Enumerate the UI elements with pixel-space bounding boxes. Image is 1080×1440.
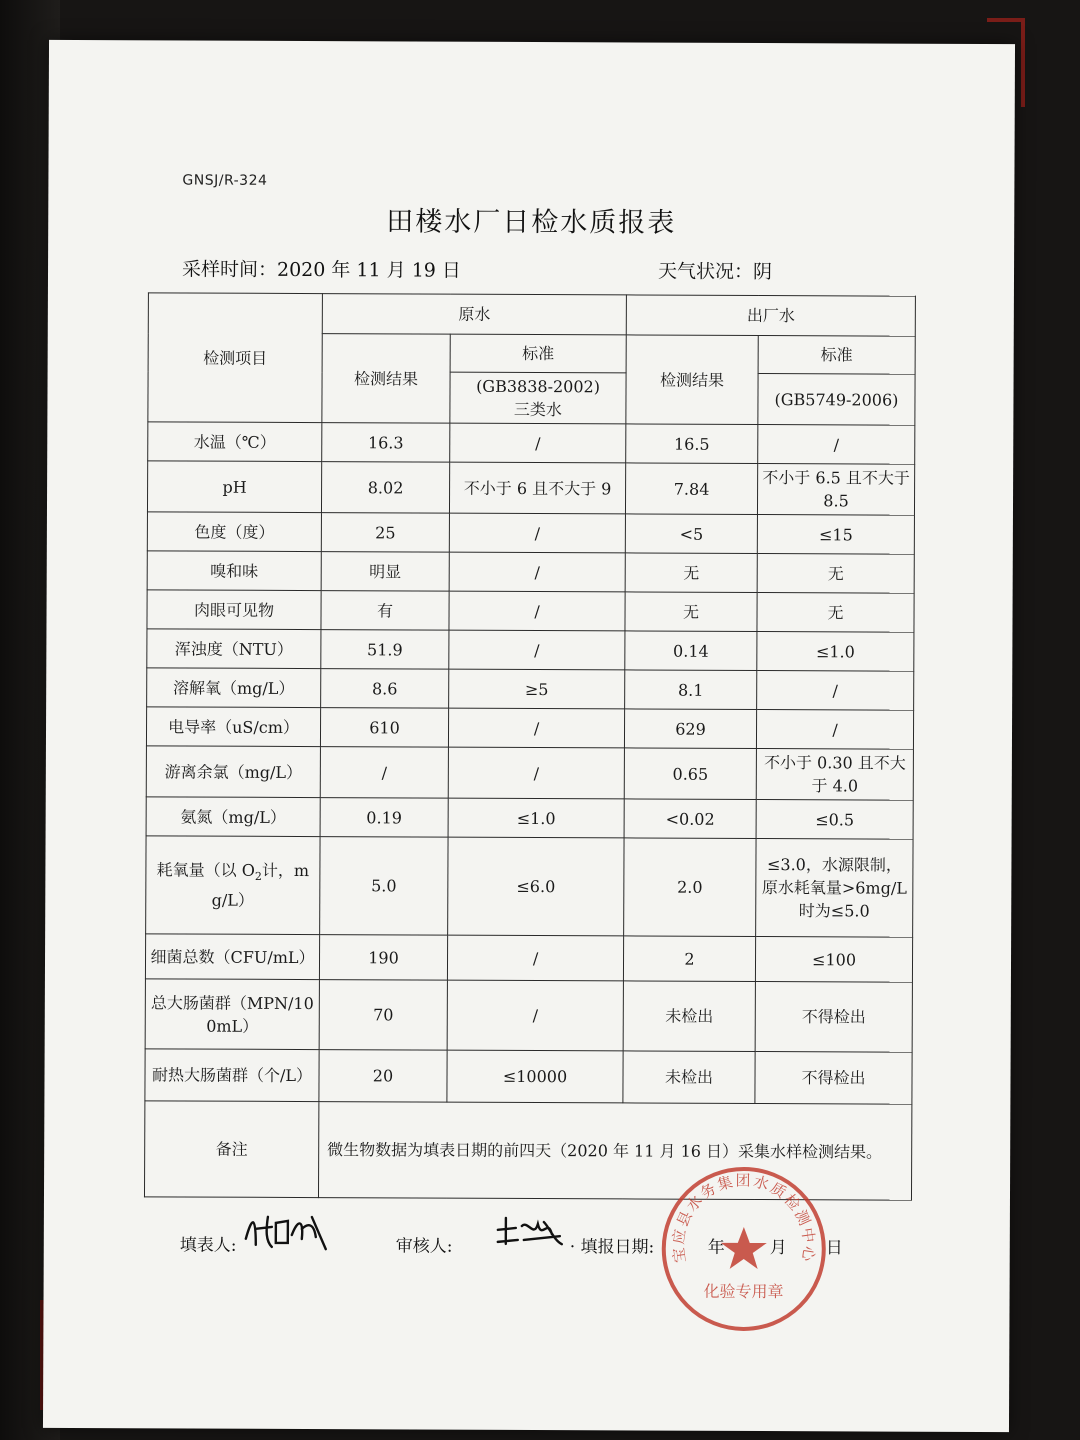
official-stamp (659, 1165, 828, 1334)
cell-raw-std: 不小于 6 且不大于 9 (449, 462, 625, 514)
table-row (146, 836, 913, 937)
cell-raw: 25 (321, 513, 449, 553)
cell-item (146, 836, 320, 935)
cell-raw: 16.3 (322, 423, 450, 463)
raw-standard-class: 三类水 (513, 399, 562, 420)
form-code: GNSJ/R-324 (182, 172, 268, 189)
date-month: 月 (769, 1238, 787, 1259)
cell-item: 嗅和味 (147, 551, 321, 591)
cell-raw: 20 (319, 1050, 447, 1103)
reviewer-signature (494, 1214, 566, 1250)
cell-fin: <5 (625, 514, 757, 554)
raw-standard-code: (GB3838-2002) (476, 376, 601, 397)
cell-raw-std: ≥5 (449, 669, 625, 709)
cell-raw-std: / (447, 980, 623, 1051)
table-row (146, 707, 913, 749)
filler-label: 填表人: (179, 1235, 237, 1256)
remarks-label: 备注 (144, 1101, 318, 1198)
header-item: 检测项目 (148, 293, 323, 423)
cell-fin: 无 (625, 592, 757, 632)
cell-item: 色度（度） (147, 512, 321, 552)
cell-raw-std: / (449, 552, 625, 592)
cell-raw-std: / (449, 630, 625, 670)
cell-raw: 明显 (321, 552, 449, 592)
cell-raw-std: / (449, 513, 625, 553)
table-row (145, 1049, 912, 1104)
cell-raw-std: / (448, 708, 624, 748)
cell-raw-std: / (450, 423, 626, 463)
cell-fin: 2.0 (624, 838, 756, 937)
remarks-text: 微生物数据为填表日期的前四天（2020 年 11 月 16 日）采集水样检测结果。 (318, 1102, 911, 1201)
table-row (147, 668, 914, 710)
cell-fin-std: 无 (757, 553, 914, 593)
table-row (148, 422, 915, 464)
header-finished-standard: 标准 (758, 335, 915, 374)
cell-item: 电导率（uS/cm） (146, 707, 320, 747)
star-icon (721, 1227, 767, 1269)
cell-item: 肉眼可见物 (147, 590, 321, 630)
cell-fin: 7.84 (625, 463, 757, 515)
cell-raw: / (320, 747, 448, 799)
filler-signature (242, 1209, 332, 1253)
cell-item: 游离余氯（mg/L） (146, 746, 320, 798)
cell-fin: 无 (625, 553, 757, 593)
water-quality-table (144, 292, 916, 1200)
table-row (147, 551, 914, 593)
header-finished-standard-code: (GB5749-2006) (758, 373, 915, 425)
cell-raw: 有 (321, 591, 449, 631)
cell-fin: 0.14 (625, 631, 757, 671)
header-raw-result: 检测结果 (322, 334, 450, 424)
cell-fin: 629 (624, 709, 756, 749)
reviewer-label: 审核人: (395, 1236, 453, 1257)
cell-item: 细菌总数（CFU/mL） (145, 934, 319, 980)
header-raw-standard: 标准 (450, 334, 626, 373)
cell-fin-std: ≤1.0 (757, 631, 914, 671)
cell-fin: 2 (623, 936, 755, 982)
table-row (146, 797, 913, 839)
cell-item: 氨氮（mg/L） (146, 797, 320, 837)
cell-raw-std: ≤6.0 (448, 837, 624, 936)
cell-raw-std: / (449, 591, 625, 631)
cell-raw: 8.02 (321, 462, 449, 514)
date-year: 年 (707, 1237, 725, 1258)
cell-item: 耐热大肠菌群（个/L） (145, 1049, 319, 1102)
cell-fin-std: 不得检出 (755, 981, 912, 1052)
cell-raw-std: ≤10000 (447, 1050, 623, 1103)
cod-label-sub: 2 (254, 870, 262, 884)
report-title: 田楼水厂日检水质报表 (386, 206, 677, 239)
cell-fin-std: / (757, 670, 914, 710)
cell-item: 溶解氧（mg/L） (147, 668, 321, 708)
cell-fin-std: / (756, 709, 913, 749)
cell-fin-std: / (758, 424, 915, 464)
cell-raw: 70 (319, 980, 447, 1051)
table-row (145, 979, 912, 1052)
cell-fin-std: ≤15 (757, 514, 914, 554)
cell-raw: 610 (320, 708, 448, 748)
stamp-sub: 化验专用章 (703, 1281, 784, 1302)
cell-fin: 16.5 (626, 424, 758, 464)
cell-fin-std: ≤0.5 (756, 799, 913, 839)
cell-raw-std: / (447, 935, 623, 981)
cell-item: 总大肠菌群（MPN/100mL） (145, 979, 319, 1050)
cell-fin-std: 不得检出 (755, 1051, 912, 1104)
table-row (147, 590, 914, 632)
table-row (145, 934, 912, 982)
cell-fin-std: ≤3.0，水源限制，原水耗氧量>6mg/L 时为≤5.0 (756, 838, 913, 937)
weather: 天气状况：阴 (657, 260, 773, 284)
cell-item: 浑浊度（NTU） (147, 629, 321, 669)
cell-fin: <0.02 (624, 799, 756, 839)
cell-item: pH (147, 461, 321, 513)
stamp-text: 宝应县水务集团水质检测中心 (669, 1171, 819, 1265)
cell-fin-std: 不小于 0.30 且不大于 4.0 (756, 748, 913, 800)
table-row (147, 461, 914, 515)
cell-fin-std: 不小于 6.5 且不大于 8.5 (757, 463, 914, 515)
cell-raw: 5.0 (320, 837, 448, 936)
cell-fin-std: ≤100 (755, 936, 912, 982)
cod-label-b: 计，mg/L） (211, 861, 310, 910)
table-row (147, 629, 914, 671)
header-finished-water: 出厂水 (626, 295, 915, 336)
cell-fin: 8.1 (625, 670, 757, 710)
cell-raw-std: / (448, 747, 624, 799)
cod-label-a: 耗氧量（以 O (156, 860, 255, 881)
cell-fin: 未检出 (623, 981, 755, 1052)
document-page (43, 40, 1015, 1432)
cell-raw: 190 (319, 935, 447, 981)
cell-fin-std: 无 (757, 592, 914, 632)
date-day: 日 (825, 1238, 843, 1259)
cell-fin: 未检出 (623, 1051, 755, 1104)
header-finished-result: 检测结果 (626, 335, 758, 425)
cell-raw: 0.19 (320, 798, 448, 838)
header-raw-water: 原水 (322, 294, 626, 335)
cell-raw: 51.9 (321, 630, 449, 670)
sampling-time: 采样时间：2020 年 11 月 19 日 (181, 258, 461, 282)
table-row (147, 512, 914, 554)
cell-raw: 8.6 (321, 669, 449, 709)
cell-item: 水温（℃） (148, 422, 322, 462)
cell-raw-std: ≤1.0 (448, 798, 624, 838)
cell-fin: 0.65 (624, 748, 756, 800)
header-raw-standard-code (450, 372, 626, 424)
date-label: · 填报日期: (569, 1237, 655, 1258)
table-row (146, 746, 913, 800)
